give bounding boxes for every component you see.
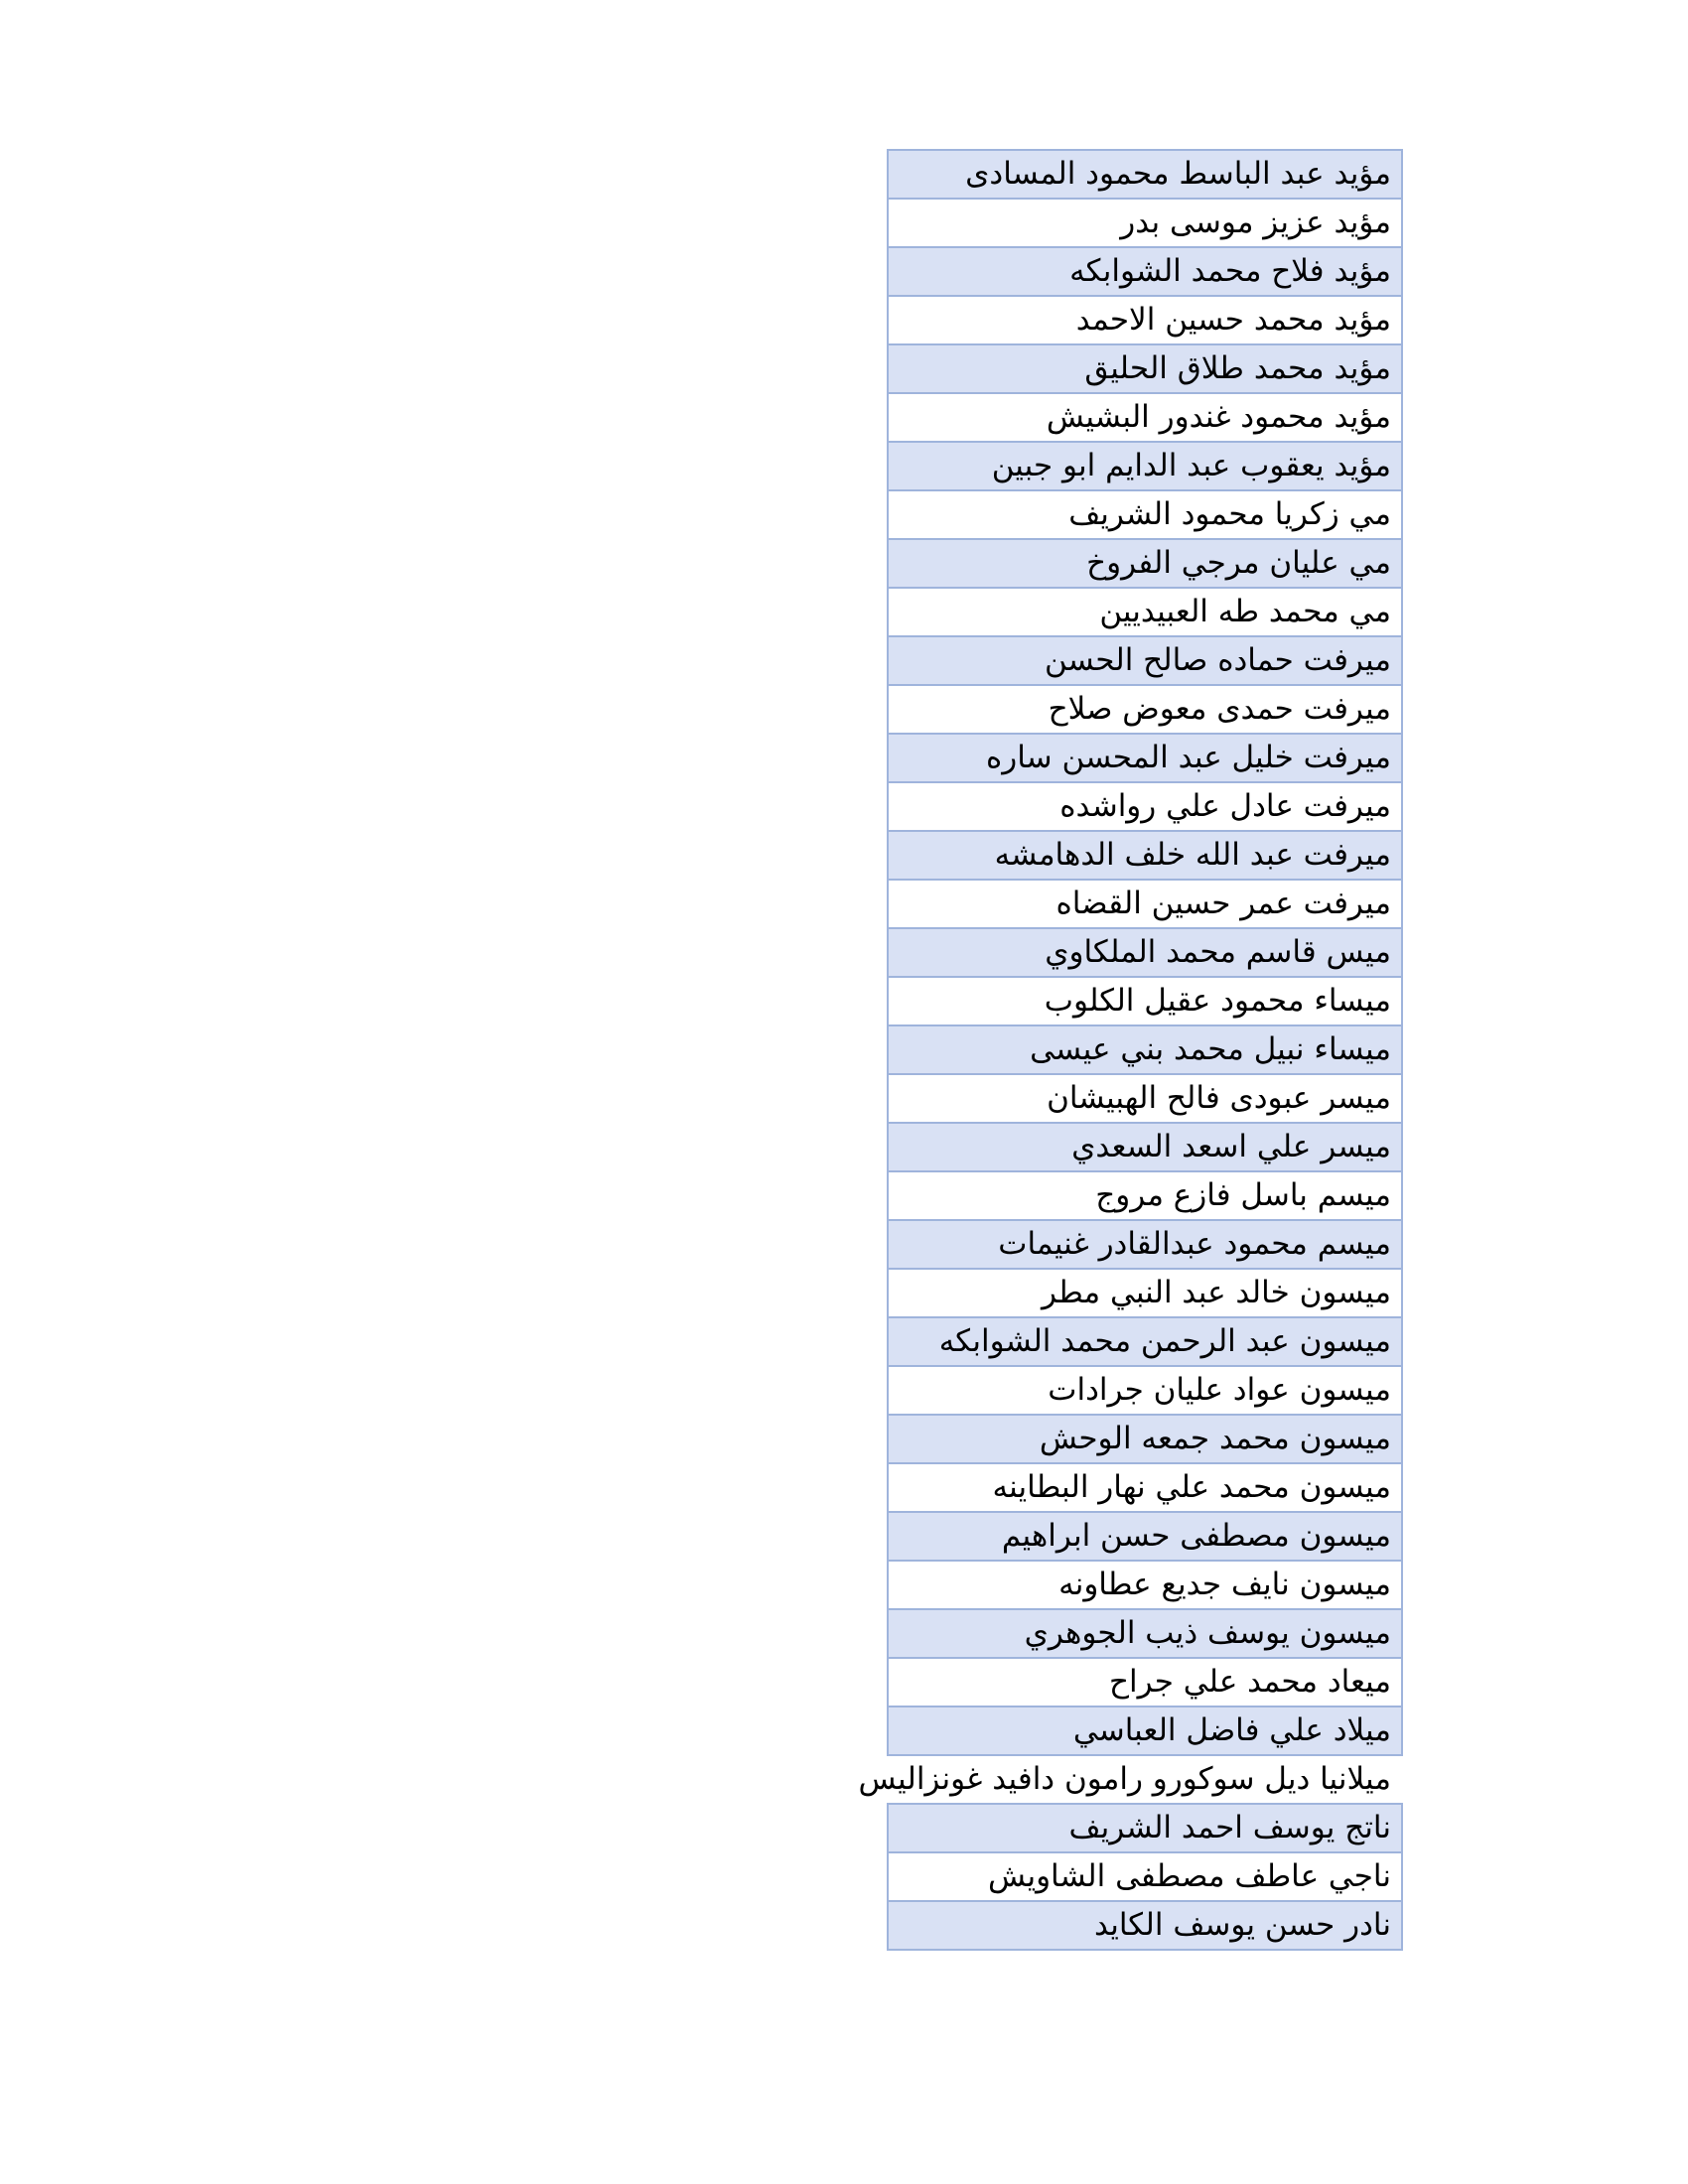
- table-row: [888, 1074, 1402, 1123]
- table-row: [888, 1269, 1402, 1317]
- table-row: [888, 685, 1402, 734]
- name-cell: نادر حسن يوسف الكايد: [888, 1901, 1402, 1950]
- table-row: [888, 1463, 1402, 1512]
- table-row: [888, 1415, 1402, 1463]
- table-row: [888, 1901, 1402, 1950]
- name-cell: مي محمد طه العبيديين: [888, 588, 1402, 636]
- name-cell: مي زكريا محمود الشريف: [888, 490, 1402, 539]
- name-cell: مؤيد محمود غندور البشيش: [888, 393, 1402, 442]
- name-cell: مؤيد محمد حسين الاحمد: [888, 296, 1402, 344]
- name-cell: مؤيد يعقوب عبد الدايم ابو جبين: [888, 442, 1402, 490]
- name-cell: ميس قاسم محمد الملكاوي: [888, 928, 1402, 977]
- name-cell: ميلانيا ديل سوكورو رامون دافيد غونزاليس: [888, 1755, 1402, 1804]
- name-cell: ميسر علي اسعد السعدي: [888, 1123, 1402, 1171]
- table-row: [888, 1123, 1402, 1171]
- name-cell: مؤيد عزيز موسى بدر: [888, 199, 1402, 247]
- name-cell: مؤيد فلاح محمد الشوابكه: [888, 247, 1402, 296]
- name-cell: ميرفت عبد الله خلف الدهامشه: [888, 831, 1402, 880]
- table-row: [888, 1317, 1402, 1366]
- name-cell: ميسون عواد عليان جرادات: [888, 1366, 1402, 1415]
- table-row: [888, 1220, 1402, 1269]
- table-row: [888, 1561, 1402, 1609]
- name-cell: ميسون مصطفى حسن ابراهيم: [888, 1512, 1402, 1561]
- table-row: [888, 1609, 1402, 1658]
- table-row: [888, 782, 1402, 831]
- table-row: [888, 880, 1402, 928]
- name-cell: ميساء نبيل محمد بني عيسى: [888, 1025, 1402, 1074]
- table-row: [888, 199, 1402, 247]
- table-row: [888, 247, 1402, 296]
- name-cell: ميسون محمد جمعه الوحش: [888, 1415, 1402, 1463]
- name-cell: ميرفت عادل علي رواشده: [888, 782, 1402, 831]
- name-cell: ميسون عبد الرحمن محمد الشوابكه: [888, 1317, 1402, 1366]
- table-row: [888, 588, 1402, 636]
- name-cell: مؤيد عبد الباسط محمود المسادى: [888, 150, 1402, 199]
- table-row: [888, 1025, 1402, 1074]
- table-row: [888, 636, 1402, 685]
- table-row: [888, 928, 1402, 977]
- name-cell: ناتج يوسف احمد الشريف: [888, 1804, 1402, 1852]
- table-row: [888, 831, 1402, 880]
- table-row: [888, 442, 1402, 490]
- table-row: [888, 490, 1402, 539]
- names-table-body: [858, 150, 1402, 1950]
- name-cell: ناجي عاطف مصطفى الشاويش: [888, 1852, 1402, 1901]
- name-cell: ميرفت خليل عبد المحسن ساره: [888, 734, 1402, 782]
- name-cell: ميرفت عمر حسين القضاه: [888, 880, 1402, 928]
- name-cell: ميعاد محمد علي جراح: [888, 1658, 1402, 1706]
- table-row: [888, 1755, 1402, 1804]
- table-row: [888, 539, 1402, 588]
- table-row: [888, 1706, 1402, 1755]
- table-row: [888, 1171, 1402, 1220]
- name-cell: ميسون خالد عبد النبي مطر: [888, 1269, 1402, 1317]
- name-cell: ميسم باسل فازع مروج: [888, 1171, 1402, 1220]
- name-cell: ميرفت حمدى معوض صلاح: [888, 685, 1402, 734]
- table-row: [888, 150, 1402, 199]
- table-row: [888, 1658, 1402, 1706]
- name-cell: ميسون يوسف ذيب الجوهري: [888, 1609, 1402, 1658]
- name-cell: ميلاد علي فاضل العباسي: [888, 1706, 1402, 1755]
- table-row: [888, 344, 1402, 393]
- table-row: [888, 1512, 1402, 1561]
- name-cell: ميسم محمود عبدالقادر غنيمات: [888, 1220, 1402, 1269]
- name-cell: ميساء محمود عقيل الكلوب: [888, 977, 1402, 1025]
- name-cell: مؤيد محمد طلاق الحليق: [888, 344, 1402, 393]
- names-table: [858, 149, 1403, 1951]
- table-row: [888, 296, 1402, 344]
- table-row: [888, 1852, 1402, 1901]
- table-row: [888, 977, 1402, 1025]
- name-cell: ميسون نايف جديع عطاونه: [888, 1561, 1402, 1609]
- name-cell: ميسون محمد علي نهار البطاينه: [888, 1463, 1402, 1512]
- table-row: [888, 734, 1402, 782]
- table-row: [888, 1804, 1402, 1852]
- name-cell: ميسر عبودى فالح الهبيشان: [888, 1074, 1402, 1123]
- table-row: [888, 1366, 1402, 1415]
- name-cell: مي عليان مرجي الفروخ: [888, 539, 1402, 588]
- name-cell: ميرفت حماده صالح الحسن: [888, 636, 1402, 685]
- table-row: [888, 393, 1402, 442]
